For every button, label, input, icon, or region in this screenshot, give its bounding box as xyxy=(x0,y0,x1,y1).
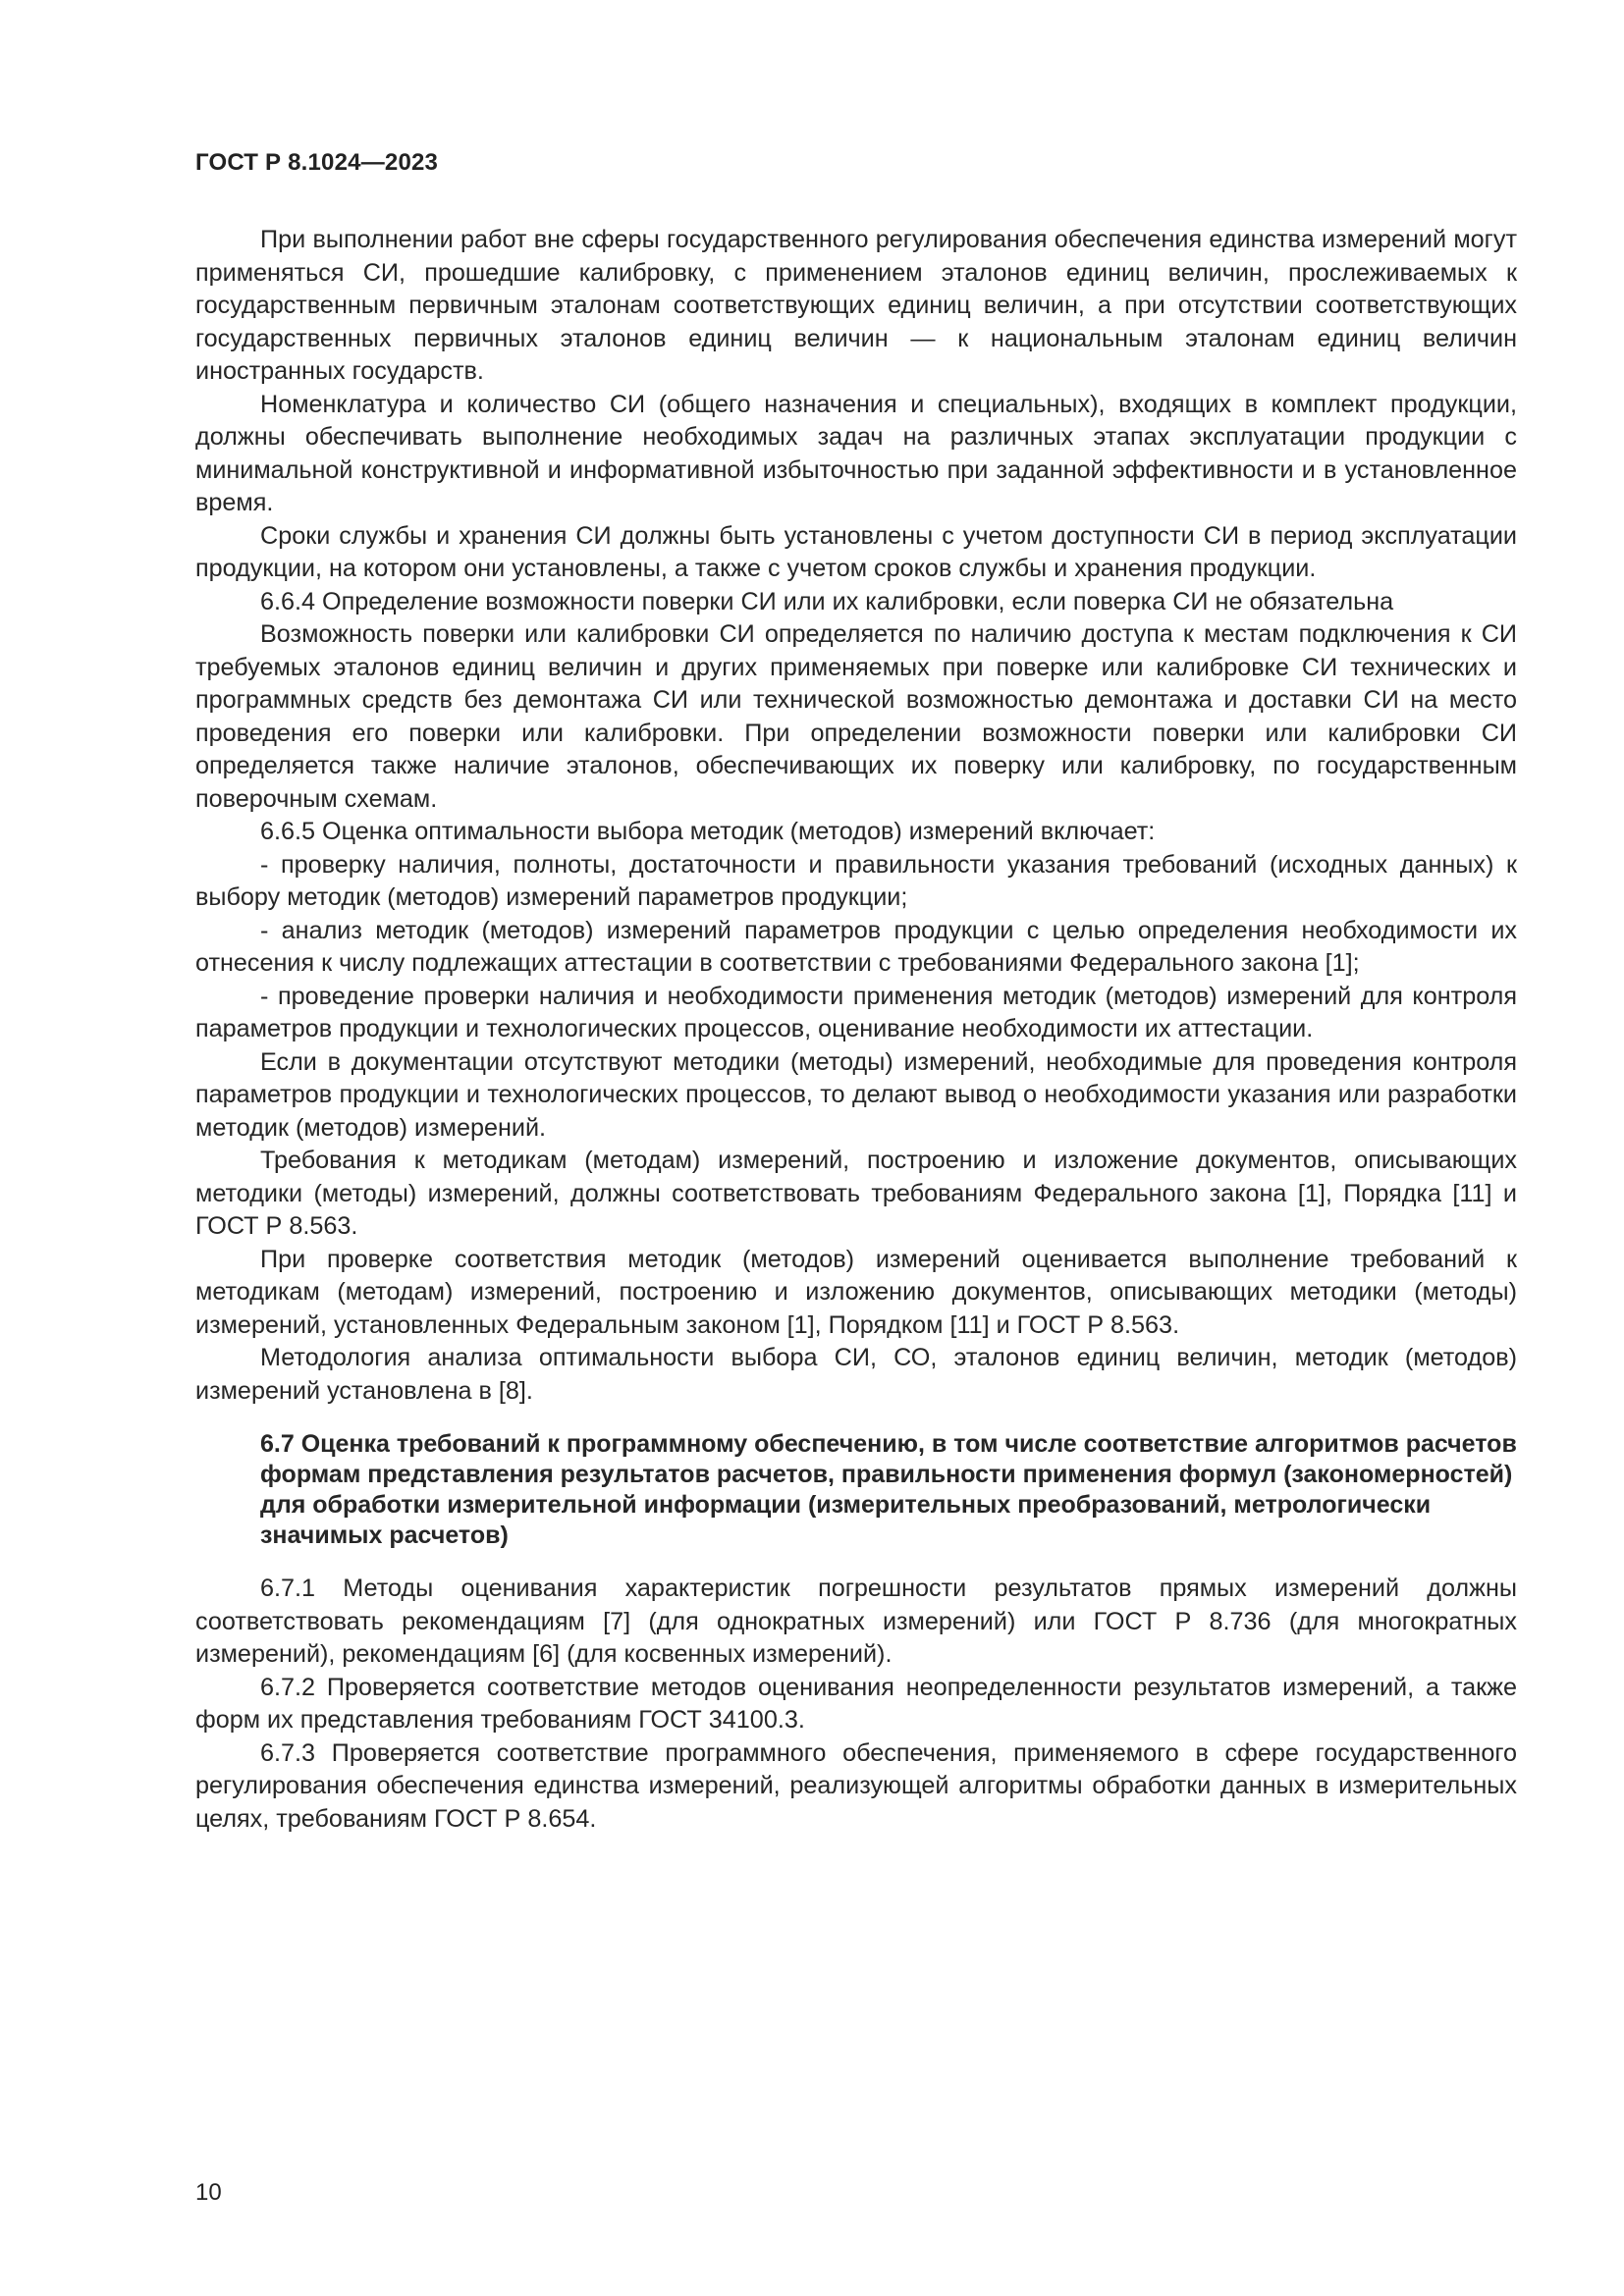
paragraph-calibration: При выполнении работ вне сферы государственного регулирования обеспечения единства измерений могут применяться СИ, прошедшие калибровку, с применением эталонов единиц величин, прослеживаемых к государственным первичным эталонам соответствующих единиц величин, а при отсутствии соответствующих государственных первичных эталонов единиц величин — к национальным эталонам единиц величин иностранных государств. xyxy=(195,226,1517,385)
paragraph-compliance-check: При проверке соответствия методик (методов) измерений оценивается выполнение требований к методикам (методам) измерений, построению и изложению документов, описывающих методики (методы) измерений, установленных Федеральным законом [1], Порядком [11] и ГОСТ Р 8.563. xyxy=(195,1245,1517,1339)
paragraph-verification-possibility: Возможность поверки или калибровки СИ определяется по наличию доступа к местам подключения к СИ требуемых эталонов единиц величин и других применяемых при поверке или калибровке СИ технических и программных средств без демонтажа СИ или технической возможностью демонтажа и доставки СИ на место проведения его поверки или калибровки. При определении возможности поверки или калибровки СИ определяется также наличие эталонов, обеспечивающих их поверку или калибровку, по государственным поверочным схемам. xyxy=(195,620,1517,813)
document-code-header: ГОСТ Р 8.1024—2023 xyxy=(195,149,439,176)
paragraph-methodology: Методология анализа оптимальности выбора СИ, СО, эталонов единиц величин, методик (методов) измерений установлена в [8]. xyxy=(195,1344,1517,1405)
list-item-check-application: - проведение проверки наличия и необходимости применения методик (методов) измерений для контроля параметров продукции и технологических процессов, оценивание необходимости их аттестации. xyxy=(195,982,1517,1042)
page-number: 10 xyxy=(195,2179,222,2206)
paragraph-service-life: Сроки службы и хранения СИ должны быть установлены с учетом доступности СИ в период эксплуатации продукции, на котором они установлены, а также с учетом сроков службы и хранения продукции. xyxy=(195,521,1517,582)
clause-6-6-5-title: 6.6.5 Оценка оптимальности выбора методик (методов) измерений включает: xyxy=(260,818,1156,845)
clause-6-7-3: 6.7.3 Проверяется соответствие программного обеспечения, применяемого в сфере государственного регулирования обеспечения единства измерений, реализующей алгоритмы обработки данных в измерительных целях, требованиям ГОСТ Р 8.654. xyxy=(195,1738,1517,1833)
clause-6-7-2: 6.7.2 Проверяется соответствие методов оценивания неопределенности результатов измерений, а также форм их представления требованиям ГОСТ 34100.3. xyxy=(195,1673,1517,1734)
paragraph-missing-methods: Если в документации отсутствуют методики (методы) измерений, необходимые для проведения контроля параметров продукции и технологических процессов, то делают вывод о необходимости указания или разработки методик (методов) измерений. xyxy=(195,1047,1517,1142)
document-body xyxy=(195,224,1517,1836)
list-item-check-requirements: - проверку наличия, полноты, достаточности и правильности указания требований (исходных данных) к выбору методик (методов) измерений параметров продукции; xyxy=(195,850,1517,911)
list-item-analysis-methods: - анализ методик (методов) измерений параметров продукции с целью определения необходимости их отнесения к числу подлежащих аттестации в соответствии с требованиями Федерального закона [1]; xyxy=(195,916,1517,977)
paragraph-nomenclature: Номенклатура и количество СИ (общего назначения и специальных), входящих в комплект продукции, должны обеспечивать выполнение необходимых задач на различных этапах эксплуатации продукции с минимальной конструктивной и информативной избыточностью при заданной эффективности и в установленное время. xyxy=(195,390,1517,516)
clause-6-7-1: 6.7.1 Методы оценивания характеристик погрешности результатов прямых измерений должны соответствовать рекомендациям [7] (для однократных измерений) или ГОСТ Р 8.736 (для многократных измерений), рекомендациям [6] (для косвенных измерений). xyxy=(195,1575,1517,1668)
clause-6-6-4-title: 6.6.4 Определение возможности поверки СИ или их калибровки, если поверка СИ не обязательна xyxy=(260,587,1394,615)
paragraph-method-requirements: Требования к методикам (методам) измерений, построению и изложение документов, описывающих методики (методы) измерений, должны соответствовать требованиям Федерального закона [1], Порядка [11] и ГОСТ Р 8.563. xyxy=(195,1147,1517,1240)
section-6-7-heading: 6.7 Оценка требований к программному обеспечению, в том числе соответствие алгоритмов расчетов формам представления результатов расчетов, правильности применения формул (закономерностей) для обработки измерительной информации (измерительных преобразований, метрологически значимых расчетов) xyxy=(260,1430,1517,1549)
